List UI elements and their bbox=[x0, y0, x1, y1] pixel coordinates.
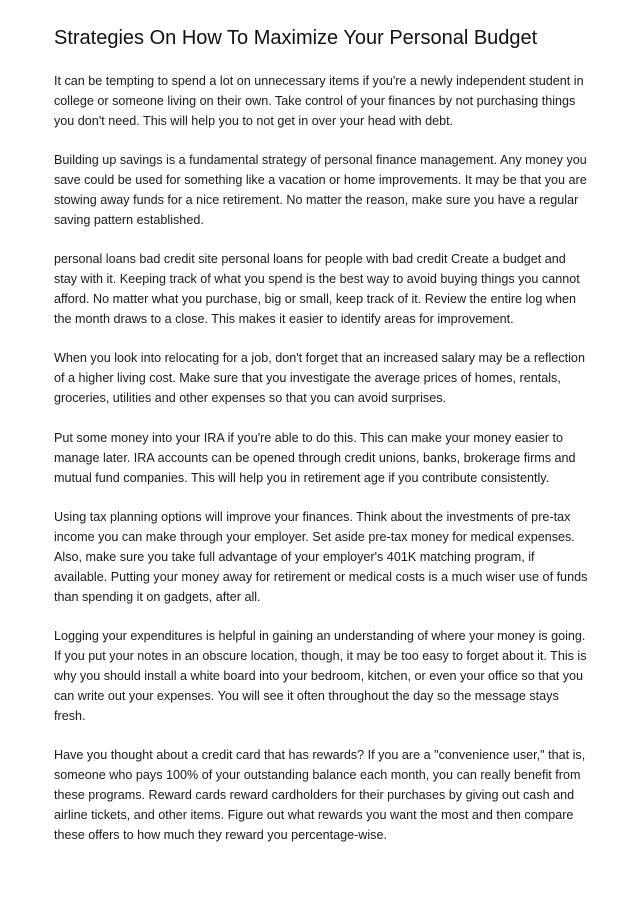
document-page bbox=[54, 26, 588, 865]
paragraph-savings: Building up savings is a fundamental strategy of personal finance management. Any money you save could be used for something like a vacation or home improvements. It may be that you are stowing away funds for a nice retirement. No matter the reason, make sure you have a regular saving pattern established. bbox=[54, 153, 587, 227]
paragraph-expense-logging: Logging your expenditures is helpful in gaining an understanding of where your money is going. If you put your notes in an obscure location, though, it may be too easy to forget about it. This is why you should install a white board into your bedroom, kitchen, or even your office so that you can write out your expenses. You will see it often throughout the day so the message stays fresh. bbox=[54, 628, 587, 723]
paragraph-ira: Put some money into your IRA if you're able to do this. This can make your money easier to manage later. IRA accounts can be opened through credit unions, banks, brokerage firms and mutual fund companies. This will help you in retirement age if you contribute consistently. bbox=[54, 430, 576, 485]
page-title: Strategies On How To Maximize Your Personal Budget bbox=[54, 27, 538, 49]
paragraph-impulse-spending: It can be tempting to spend a lot on unnecessary items if you're a newly independent student in college or someone living on their own. Take control of your finances by not purchasing things you don't need. This will help you to not get in over your head with debt. bbox=[54, 74, 584, 128]
paragraph-relocation: When you look into relocating for a job, don't forget that an increased salary may be a reflection of a higher living cost. Make sure that you investigate the average prices of homes, rentals, groceries, utilities and other expenses so that you can avoid surprises. bbox=[54, 351, 585, 406]
paragraph-rewards-cards: Have you thought about a credit card that has rewards? If you are a "convenience user," that is, someone who pays 100% of your outstanding balance each month, you can really benefit from these programs. Reward cards reward cardholders for their purchases by giving out cash and airline tickets, and other items. Figure out what rewards you want the most and then compare these offers to how much they reward you percentage-wise. bbox=[54, 747, 586, 842]
paragraph-tax-planning: Using tax planning options will improve your finances. Think about the investments of pre-tax income you can make through your employer. Set aside pre-tax money for medical expenses. Also, make sure you take full advantage of your employer's 401K matching program, if available. Putting your money away for retirement or medical costs is a much wiser use of funds than spending it on gadgets, after all. bbox=[54, 509, 588, 604]
paragraph-budget-tracking: personal loans bad credit site personal loans for people with bad credit Create a budget and stay with it. Keeping track of what you spend is the best way to avoid buying things you cannot afford. No matter what you purchase, big or small, keep track of it. Review the entire log when the month draws to a close. This makes it easier to identify areas for improvement. bbox=[54, 252, 580, 327]
